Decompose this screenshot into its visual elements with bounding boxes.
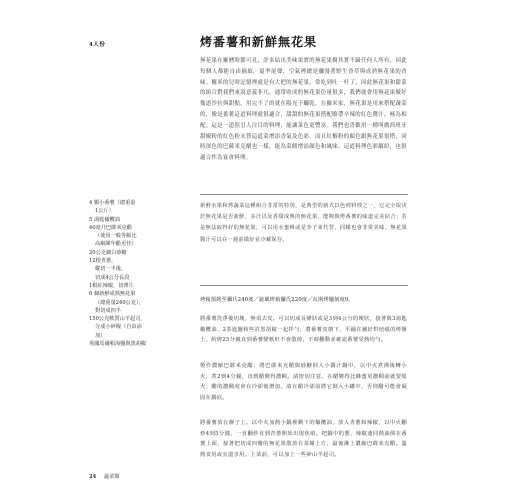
step-3: 將番薯放在盤子上。以中火加熱小鍋裡剩下的橄欖油，放入青蔥和辣椒，以中火翻炒4到5分鐘，一直翻炒直到青蔥開始出現焦痕。把鍋中的蔥、辣椒連同熱油倒在番薯上面，接著把切成四瓣的無花果散放在菜餚上方，最後淋上濃縮巴薩米克醋。溫熱食用或室溫享用。上菜前，可以加上一些碎山羊起司。 — [200, 420, 407, 458]
ingredient-line: （總重量240公克）， — [95, 299, 144, 306]
ingredient-line: （使用一般等級比 — [95, 233, 137, 240]
ingredient-line: 20公克細白砂糖 — [89, 249, 127, 256]
recipe-title: 烤番薯和新鮮無花果 — [200, 35, 318, 49]
ingredient-line: 1公斤） — [95, 208, 114, 215]
ingredients-list — [89, 199, 181, 348]
ingredient-line: 150公克軟質山羊起司， — [89, 316, 146, 323]
ingredient-line: 切成4公分長段 — [95, 274, 130, 281]
ingredient-line: 4 顆小番薯（總重量 — [89, 200, 136, 206]
step-2: 製作濃縮巴薩米克醋：將巴薩米克醋與砂糖倒入小醬汁鍋中，以中火煮沸後轉小火，煮2到4分鐘，直到醋變得濃稠。請密切注意，在醋變得比蜂蜜更濃稠前就要熄火；醋的濃稠度會在冷卻後增加。請在醋冷卻前將它倒入小罐中，否則醋可能會凝固在鍋底。 — [200, 363, 407, 401]
divider-bottom — [200, 285, 408, 286]
ingredient-line: 高級陳年醋更佳） — [95, 241, 137, 248]
ingredient-line: 英國馬爾頓海鹽與黑胡椒 — [89, 341, 147, 348]
step-1: 將番薯洗淨後切塊，無須去皮。可以切成長條狀或是3到4公分的塊狀，接著與3湯匙橄欖油、2茶匙鹽和些許黑胡椒一起拌勻，將番薯皮朝下，平鋪在舖好烘焙紙的烤盤上。約烤25分鐘直到番薯變軟但不會散掉，不時翻動並確認番薯受熱均勻。 — [200, 316, 407, 344]
page-number: 24 — [89, 474, 97, 480]
ingredient-line: 縱切一半後， — [95, 266, 127, 273]
serves-label: 4人份 — [89, 42, 106, 48]
ingredient-line: 加） — [95, 332, 106, 339]
ingredient-line: 12根青蔥， — [89, 258, 117, 265]
ingredient-line: 6 個新鮮成熟無花果 — [89, 291, 136, 298]
oven-setting: 烤箱預熱至攝氏240度／旋風烤箱攝氏220度／瓦斯烤爐刻度9。 — [200, 297, 354, 303]
intro-paragraph: 無花果在羅曆時節可見，許多結出美味果實的無花果樹其實不歸任何人所有，因此每個人都能自由摘取。夏季尾聲，空氣裡總是瀰漫著野生香草與成熟無花果的香味。羅米的兒時記憶裡就是有大把的無花果，常吃到吐一吐了，因此無花果和甜菜的組合對我們來說意義非凡。通常收成的無花果份量很多，我們就會用無花果做好幾道沙拉與甜點，用完不了的就在陽光下曬乾。在羅米家，無花果是用來搭配蔬菜的，像是番薯這道料理就很適合，甜甜的無花果搭配略帶辛辣的紅色醬汁，極為相配。這是一道很引人注目的料理，能讓菜色更豐富。我們也喜歡用一種叫做西班牙甜椒粉的紅色粉末替這道菜增添香氣及色彩，而且紅椒粉的顏色跟無花果很搭，同時深色的巴薩米克醋也一樣，能為菜餚增添顏色和風味。這道料理色彩繽紛，也很適合作為宴會料理。 — [200, 58, 407, 162]
ingredient-line: 40毫升巴薩米克醋 — [89, 224, 132, 231]
ingredient-line: 1根紅辣椒，切薄片 — [89, 282, 134, 289]
tip-paragraph: 新鮮水果和烤蔬菜這種組合非常的特別，是典型的新式以色列料理之一，它完全取決於無花果是否新鮮。多汁以及香甜成熟的無花果，能夠與烤番薯的味道完美結合；若是無法取得好的無花果，可以用水蜜桃或是李子來代替，同樣也會非常美味。無花果醬汁可以在一週前做好並冷藏保存。 — [200, 203, 407, 243]
ingredient-line: 分成小碎塊（自由添 — [95, 324, 142, 331]
page-footer — [89, 473, 119, 480]
section-name: 蔬菜類 — [103, 474, 120, 480]
ingredient-line: 對切成四半 — [95, 307, 121, 314]
ingredient-line: 5 湯匙橄欖油 — [89, 216, 120, 223]
divider-top — [200, 194, 408, 195]
